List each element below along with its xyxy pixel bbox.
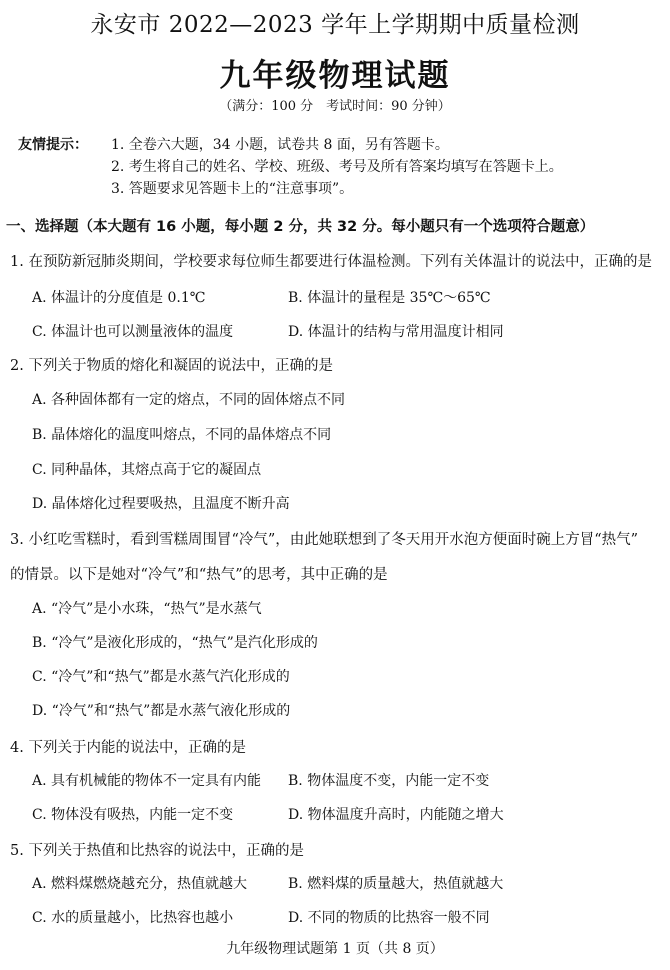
exam-title: 永安市 2022—2023 学年上学期期中质量检测	[90, 12, 580, 38]
option: B. 体温计的量程是 35℃～65℃	[288, 290, 491, 306]
option: A. 各种固体都有一定的熔点，不同的固体熔点不同	[32, 392, 346, 408]
option: D. “冷气”和“热气”都是水蒸气液化形成的	[32, 703, 291, 719]
question-stem-continued: 的情景。以下是她对“冷气”和“热气”的思考，其中正确的是	[10, 567, 388, 583]
question-stem: 1. 在预防新冠肺炎期间，学校要求每位师生都要进行体温检测。下列有关体温计的说法中，正确的是	[10, 254, 652, 270]
option: B. 物体温度不变，内能一定不变	[288, 773, 490, 789]
option: C. 体温计也可以测量液体的温度	[32, 324, 234, 340]
tip-item: 2. 考生将自己的姓名、学校、班级、考号及所有答案均填写在答题卡上。	[111, 159, 563, 175]
option: B. 晶体熔化的温度叫熔点，不同的晶体熔点不同	[32, 427, 332, 443]
page-footer: 九年级物理试题第 1 页（共 8 页）	[226, 941, 444, 957]
option: C. 同种晶体，其熔点高于它的凝固点	[32, 462, 262, 478]
option: A. 燃料煤燃烧越充分，热值就越大	[32, 876, 248, 892]
section-title: 一、选择题（本大题有 16 小题，每小题 2 分，共 32 分。每小题只有一个选项符合题意）	[6, 219, 595, 235]
option: D. 不同的物质的比热容一般不同	[288, 910, 490, 926]
question-stem: 3. 小红吃雪糕时，看到雪糕周围冒“冷气”，由此她联想到了冬天用开水泡方便面时碗上方冒“热气”	[10, 532, 639, 548]
exam-info: （满分：100 分 考试时间：90 分钟）	[219, 99, 451, 114]
option: B. “冷气”是液化形成的，“热气”是汽化形成的	[32, 635, 318, 651]
option: C. “冷气”和“热气”都是水蒸气汽化形成的	[32, 669, 290, 685]
option: A. 体温计的分度值是 0.1℃	[32, 290, 206, 306]
tip-item: 1. 全卷六大题，34 小题，试卷共 8 面，另有答题卡。	[111, 137, 449, 153]
question-stem: 2. 下列关于物质的熔化和凝固的说法中，正确的是	[10, 358, 333, 374]
option: A. “冷气”是小水珠，“热气”是水蒸气	[32, 601, 262, 617]
option: C. 物体没有吸热，内能一定不变	[32, 807, 234, 823]
tips-block	[18, 134, 563, 200]
question-stem: 4. 下列关于内能的说法中，正确的是	[10, 740, 246, 756]
subject-title: 九年级物理试题	[219, 58, 451, 94]
option: D. 体温计的结构与常用温度计相同	[288, 324, 504, 340]
option: A. 具有机械能的物体不一定具有内能	[32, 773, 262, 789]
question-stem: 5. 下列关于热值和比热容的说法中，正确的是	[10, 843, 304, 859]
option: D. 物体温度升高时，内能随之增大	[288, 807, 504, 823]
tips-label: 友情提示：	[18, 137, 88, 153]
option: B. 燃料煤的质量越大，热值就越大	[288, 876, 504, 892]
tip-item: 3. 答题要求见答题卡上的“注意事项”。	[111, 181, 354, 197]
option: D. 晶体熔化过程要吸热，且温度不断升高	[32, 496, 290, 512]
option: C. 水的质量越小，比热容也越小	[32, 910, 234, 926]
